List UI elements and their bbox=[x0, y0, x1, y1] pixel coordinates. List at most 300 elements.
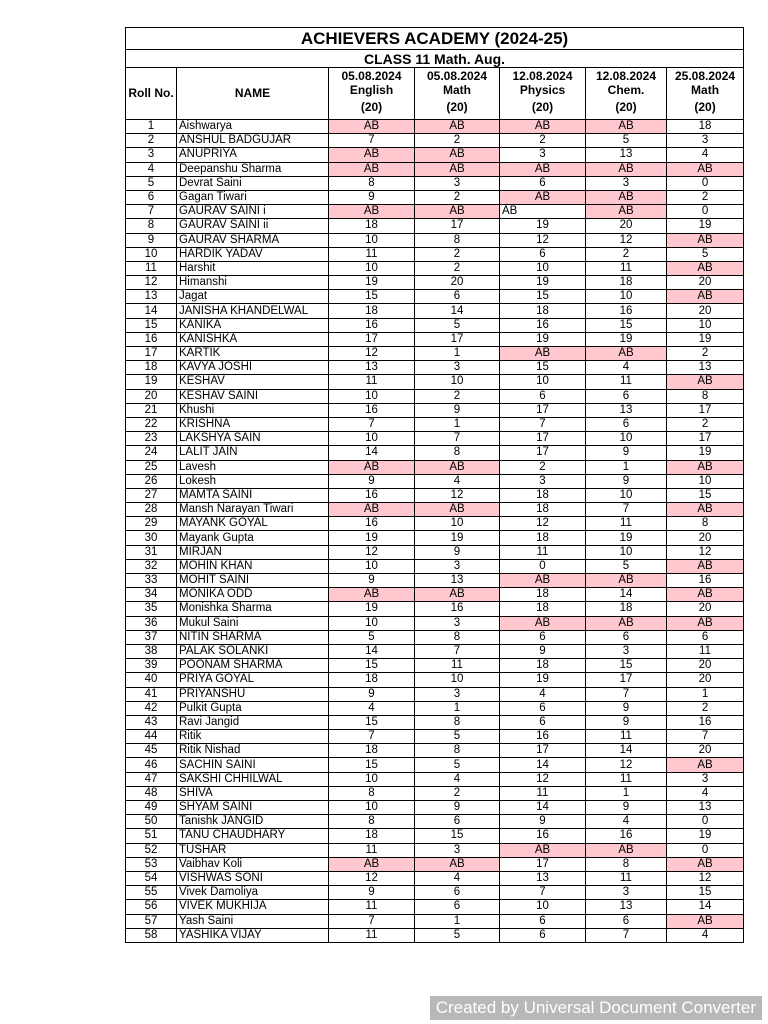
table-row bbox=[126, 673, 744, 687]
name-cell: Devrat Saini bbox=[177, 176, 329, 190]
score-cell: 12 bbox=[500, 233, 586, 247]
score-cell: 12 bbox=[667, 545, 744, 559]
table-row bbox=[126, 772, 744, 786]
score-cell: 7 bbox=[329, 730, 415, 744]
score-cell: 13 bbox=[667, 361, 744, 375]
table-row bbox=[126, 304, 744, 318]
score-cell: 20 bbox=[586, 219, 667, 233]
table-row bbox=[126, 205, 744, 219]
score-cell: 4 bbox=[415, 772, 500, 786]
score-cell: 8 bbox=[415, 630, 500, 644]
roll-cell: 3 bbox=[126, 148, 177, 162]
score-cell: 9 bbox=[415, 545, 500, 559]
score-cell: 10 bbox=[415, 673, 500, 687]
score-cell: 7 bbox=[586, 928, 667, 942]
score-cell: 8 bbox=[329, 815, 415, 829]
roll-cell: 58 bbox=[126, 928, 177, 942]
name-cell: Harshit bbox=[177, 261, 329, 275]
score-cell: AB bbox=[329, 588, 415, 602]
score-cell: 9 bbox=[329, 687, 415, 701]
score-cell: 16 bbox=[500, 829, 586, 843]
name-header: NAME bbox=[177, 68, 329, 120]
score-cell: AB bbox=[415, 162, 500, 176]
roll-cell: 7 bbox=[126, 205, 177, 219]
score-cell: AB bbox=[500, 347, 586, 361]
score-cell: 17 bbox=[500, 857, 586, 871]
score-cell: AB bbox=[500, 843, 586, 857]
roll-cell: 46 bbox=[126, 758, 177, 772]
name-cell: Ritik Nishad bbox=[177, 744, 329, 758]
score-cell: 11 bbox=[586, 772, 667, 786]
score-cell: 18 bbox=[329, 219, 415, 233]
table-row bbox=[126, 120, 744, 134]
score-cell: AB bbox=[415, 205, 500, 219]
name-cell: Gagan Tiwari bbox=[177, 190, 329, 204]
roll-cell: 23 bbox=[126, 432, 177, 446]
score-cell: 9 bbox=[500, 644, 586, 658]
score-cell: 20 bbox=[667, 744, 744, 758]
score-cell: AB bbox=[415, 588, 500, 602]
score-cell: 0 bbox=[667, 843, 744, 857]
test-header bbox=[586, 68, 667, 120]
table-row bbox=[126, 375, 744, 389]
roll-cell: 6 bbox=[126, 190, 177, 204]
score-cell: 16 bbox=[329, 318, 415, 332]
score-cell: 0 bbox=[667, 205, 744, 219]
score-cell: 12 bbox=[415, 488, 500, 502]
name-cell: Ritik bbox=[177, 730, 329, 744]
test-max-marks: (20) bbox=[694, 99, 716, 114]
score-cell: 19 bbox=[586, 531, 667, 545]
score-cell: 1 bbox=[667, 687, 744, 701]
score-cell: 12 bbox=[500, 517, 586, 531]
score-cell: AB bbox=[667, 588, 744, 602]
score-cell: 17 bbox=[667, 403, 744, 417]
score-cell: 3 bbox=[500, 148, 586, 162]
score-cell: 2 bbox=[667, 347, 744, 361]
name-cell: POONAM SHARMA bbox=[177, 659, 329, 673]
score-cell: 11 bbox=[667, 644, 744, 658]
score-cell: 1 bbox=[415, 417, 500, 431]
roll-cell: 49 bbox=[126, 801, 177, 815]
score-cell: 17 bbox=[500, 744, 586, 758]
roll-cell: 33 bbox=[126, 574, 177, 588]
score-cell: AB bbox=[415, 857, 500, 871]
table-row bbox=[126, 134, 744, 148]
name-cell: PRIYANSHU bbox=[177, 687, 329, 701]
score-cell: 14 bbox=[329, 446, 415, 460]
score-cell: AB bbox=[667, 914, 744, 928]
score-cell: AB bbox=[500, 205, 586, 219]
score-cell: 6 bbox=[500, 914, 586, 928]
score-cell: 19 bbox=[667, 829, 744, 843]
score-cell: 16 bbox=[667, 715, 744, 729]
table-row bbox=[126, 871, 744, 885]
score-cell: 18 bbox=[329, 304, 415, 318]
roll-cell: 38 bbox=[126, 644, 177, 658]
score-cell: 20 bbox=[667, 659, 744, 673]
score-cell: 4 bbox=[329, 701, 415, 715]
table-row bbox=[126, 928, 744, 942]
table-row bbox=[126, 843, 744, 857]
table-row bbox=[126, 417, 744, 431]
score-cell: 6 bbox=[667, 630, 744, 644]
score-cell: 17 bbox=[415, 332, 500, 346]
name-cell: ANSHUL BADGUJAR bbox=[177, 134, 329, 148]
score-cell: AB bbox=[329, 205, 415, 219]
name-cell: Himanshi bbox=[177, 276, 329, 290]
score-cell: 18 bbox=[586, 276, 667, 290]
roll-cell: 4 bbox=[126, 162, 177, 176]
score-cell: 2 bbox=[415, 389, 500, 403]
score-cell: AB bbox=[415, 120, 500, 134]
score-cell: 12 bbox=[329, 545, 415, 559]
score-cell: 16 bbox=[329, 403, 415, 417]
score-cell: 13 bbox=[329, 361, 415, 375]
table-row bbox=[126, 531, 744, 545]
roll-cell: 51 bbox=[126, 829, 177, 843]
roll-header: Roll No. bbox=[126, 68, 177, 120]
score-cell: 17 bbox=[500, 432, 586, 446]
score-cell: 19 bbox=[586, 332, 667, 346]
score-cell: 6 bbox=[586, 389, 667, 403]
score-cell: AB bbox=[667, 375, 744, 389]
score-cell: 1 bbox=[415, 347, 500, 361]
roll-cell: 31 bbox=[126, 545, 177, 559]
score-cell: AB bbox=[667, 460, 744, 474]
name-cell: YASHIKA VIJAY bbox=[177, 928, 329, 942]
name-cell: VISHWAS SONI bbox=[177, 871, 329, 885]
name-cell: HARDIK YADAV bbox=[177, 247, 329, 261]
test-subject: Chem. bbox=[607, 82, 645, 97]
name-cell: Tanishk JANGID bbox=[177, 815, 329, 829]
score-cell: 11 bbox=[415, 659, 500, 673]
score-cell: 4 bbox=[415, 871, 500, 885]
score-cell: 16 bbox=[329, 488, 415, 502]
table-row bbox=[126, 148, 744, 162]
score-cell: 20 bbox=[667, 304, 744, 318]
score-cell: 6 bbox=[500, 928, 586, 942]
subtitle-row bbox=[126, 50, 744, 68]
name-cell: GAURAV SAINI i bbox=[177, 205, 329, 219]
score-cell: 13 bbox=[586, 403, 667, 417]
score-cell: 5 bbox=[586, 134, 667, 148]
score-cell: 18 bbox=[500, 503, 586, 517]
score-cell: 19 bbox=[667, 446, 744, 460]
score-cell: 8 bbox=[415, 744, 500, 758]
test-date: 25.08.2024 bbox=[675, 68, 736, 83]
roll-cell: 10 bbox=[126, 247, 177, 261]
roll-cell: 35 bbox=[126, 602, 177, 616]
score-cell: 8 bbox=[329, 176, 415, 190]
score-cell: 7 bbox=[415, 644, 500, 658]
score-cell: 7 bbox=[329, 134, 415, 148]
score-cell: 3 bbox=[415, 687, 500, 701]
name-cell: Vivek Damoliya bbox=[177, 886, 329, 900]
name-cell: Khushi bbox=[177, 403, 329, 417]
score-cell: AB bbox=[586, 120, 667, 134]
score-cell: 9 bbox=[329, 474, 415, 488]
score-cell: 1 bbox=[415, 914, 500, 928]
score-cell: 6 bbox=[586, 914, 667, 928]
roll-cell: 32 bbox=[126, 559, 177, 573]
score-cell: 18 bbox=[500, 588, 586, 602]
score-cell: 19 bbox=[500, 673, 586, 687]
score-cell: 17 bbox=[500, 403, 586, 417]
name-cell: Deepanshu Sharma bbox=[177, 162, 329, 176]
score-cell: 6 bbox=[500, 715, 586, 729]
score-cell: 3 bbox=[500, 474, 586, 488]
score-cell: 11 bbox=[329, 928, 415, 942]
table-row bbox=[126, 247, 744, 261]
score-cell: 18 bbox=[667, 120, 744, 134]
score-cell: 10 bbox=[667, 474, 744, 488]
score-cell: 11 bbox=[329, 843, 415, 857]
table-row bbox=[126, 857, 744, 871]
table-row bbox=[126, 630, 744, 644]
score-cell: 1 bbox=[586, 786, 667, 800]
score-cell: 5 bbox=[586, 559, 667, 573]
score-cell: 13 bbox=[415, 574, 500, 588]
score-cell: 18 bbox=[500, 659, 586, 673]
score-cell: AB bbox=[667, 233, 744, 247]
table-row bbox=[126, 914, 744, 928]
roll-cell: 28 bbox=[126, 503, 177, 517]
score-cell: 12 bbox=[329, 871, 415, 885]
roll-cell: 25 bbox=[126, 460, 177, 474]
score-cell: AB bbox=[500, 190, 586, 204]
name-cell: Pulkit Gupta bbox=[177, 701, 329, 715]
score-cell: 15 bbox=[329, 715, 415, 729]
score-cell: 17 bbox=[586, 673, 667, 687]
table-row bbox=[126, 659, 744, 673]
name-cell: Mayank Gupta bbox=[177, 531, 329, 545]
score-cell: AB bbox=[586, 205, 667, 219]
table-row bbox=[126, 389, 744, 403]
score-cell: 13 bbox=[667, 801, 744, 815]
score-cell: 4 bbox=[667, 148, 744, 162]
table-row bbox=[126, 290, 744, 304]
score-cell: 11 bbox=[586, 517, 667, 531]
score-cell: 0 bbox=[500, 559, 586, 573]
score-cell: 10 bbox=[586, 545, 667, 559]
score-cell: 14 bbox=[667, 900, 744, 914]
score-cell: 5 bbox=[667, 247, 744, 261]
score-cell: 2 bbox=[415, 190, 500, 204]
title-row bbox=[126, 28, 744, 50]
score-cell: 9 bbox=[586, 446, 667, 460]
score-cell: AB bbox=[500, 162, 586, 176]
score-cell: 15 bbox=[667, 886, 744, 900]
score-cell: 12 bbox=[500, 772, 586, 786]
score-cell: 9 bbox=[415, 403, 500, 417]
score-cell: 2 bbox=[415, 134, 500, 148]
score-cell: AB bbox=[667, 758, 744, 772]
score-cell: 15 bbox=[586, 318, 667, 332]
score-cell: 14 bbox=[500, 801, 586, 815]
score-cell: 5 bbox=[415, 730, 500, 744]
score-cell: 5 bbox=[329, 630, 415, 644]
score-cell: 13 bbox=[586, 900, 667, 914]
table-row bbox=[126, 701, 744, 715]
name-cell: Jagat bbox=[177, 290, 329, 304]
header-row bbox=[126, 68, 744, 120]
score-cell: 15 bbox=[586, 659, 667, 673]
roll-cell: 54 bbox=[126, 871, 177, 885]
roll-cell: 20 bbox=[126, 389, 177, 403]
table-row bbox=[126, 233, 744, 247]
score-cell: 6 bbox=[415, 290, 500, 304]
score-cell: 10 bbox=[586, 290, 667, 304]
score-cell: AB bbox=[586, 616, 667, 630]
score-cell: AB bbox=[329, 460, 415, 474]
name-cell: MOHIN KHAN bbox=[177, 559, 329, 573]
score-cell: 9 bbox=[586, 474, 667, 488]
score-cell: 10 bbox=[329, 389, 415, 403]
name-cell: SACHIN SAINI bbox=[177, 758, 329, 772]
score-cell: AB bbox=[667, 503, 744, 517]
name-cell: NITIN SHARMA bbox=[177, 630, 329, 644]
name-cell: Lavesh bbox=[177, 460, 329, 474]
score-cell: 11 bbox=[500, 786, 586, 800]
score-cell: 10 bbox=[415, 375, 500, 389]
table-row bbox=[126, 545, 744, 559]
table-row bbox=[126, 176, 744, 190]
score-cell: 10 bbox=[329, 801, 415, 815]
table-row bbox=[126, 687, 744, 701]
table-row bbox=[126, 332, 744, 346]
score-cell: 8 bbox=[586, 857, 667, 871]
score-cell: 19 bbox=[329, 602, 415, 616]
score-cell: 10 bbox=[329, 616, 415, 630]
score-cell: 15 bbox=[329, 659, 415, 673]
score-cell: 20 bbox=[415, 276, 500, 290]
name-cell: KESHAV bbox=[177, 375, 329, 389]
table-row bbox=[126, 276, 744, 290]
score-cell: 7 bbox=[586, 687, 667, 701]
table-row bbox=[126, 616, 744, 630]
table-row bbox=[126, 574, 744, 588]
name-cell: PALAK SOLANKI bbox=[177, 644, 329, 658]
name-cell: Ravi Jangid bbox=[177, 715, 329, 729]
score-cell: 18 bbox=[500, 304, 586, 318]
score-cell: 15 bbox=[500, 290, 586, 304]
name-cell: LALIT JAIN bbox=[177, 446, 329, 460]
score-cell: 18 bbox=[500, 488, 586, 502]
score-cell: 14 bbox=[500, 758, 586, 772]
roll-cell: 37 bbox=[126, 630, 177, 644]
score-cell: 19 bbox=[667, 219, 744, 233]
score-cell: AB bbox=[329, 857, 415, 871]
roll-cell: 13 bbox=[126, 290, 177, 304]
test-subject: English bbox=[349, 82, 394, 97]
score-cell: 12 bbox=[667, 871, 744, 885]
score-cell: AB bbox=[586, 162, 667, 176]
table-row bbox=[126, 460, 744, 474]
score-cell: 4 bbox=[415, 474, 500, 488]
name-cell: MAMTA SAINI bbox=[177, 488, 329, 502]
score-cell: 19 bbox=[329, 531, 415, 545]
score-cell: 3 bbox=[586, 176, 667, 190]
test-date: 12.08.2024 bbox=[512, 68, 573, 83]
score-cell: 10 bbox=[329, 261, 415, 275]
test-subject: Physics bbox=[519, 82, 566, 97]
table-row bbox=[126, 503, 744, 517]
score-cell: 11 bbox=[329, 375, 415, 389]
score-cell: 7 bbox=[329, 417, 415, 431]
table-row bbox=[126, 602, 744, 616]
score-cell: 6 bbox=[586, 417, 667, 431]
score-cell: 4 bbox=[586, 361, 667, 375]
roll-cell: 50 bbox=[126, 815, 177, 829]
roll-cell: 11 bbox=[126, 261, 177, 275]
table-row bbox=[126, 318, 744, 332]
test-date: 05.08.2024 bbox=[341, 68, 402, 83]
table-row bbox=[126, 829, 744, 843]
score-cell: AB bbox=[586, 190, 667, 204]
table-row bbox=[126, 900, 744, 914]
score-cell: 6 bbox=[500, 389, 586, 403]
score-cell: 10 bbox=[500, 261, 586, 275]
score-cell: 7 bbox=[329, 914, 415, 928]
score-cell: AB bbox=[667, 290, 744, 304]
score-cell: AB bbox=[586, 347, 667, 361]
score-cell: 15 bbox=[329, 758, 415, 772]
score-cell: 6 bbox=[500, 701, 586, 715]
watermark: Created by Universal Document Converter bbox=[430, 996, 762, 1020]
score-cell: 9 bbox=[329, 574, 415, 588]
score-cell: 18 bbox=[586, 602, 667, 616]
table-row bbox=[126, 815, 744, 829]
name-cell: TUSHAR bbox=[177, 843, 329, 857]
score-cell: 9 bbox=[500, 815, 586, 829]
score-cell: 3 bbox=[415, 361, 500, 375]
roll-cell: 27 bbox=[126, 488, 177, 502]
score-cell: 2 bbox=[415, 261, 500, 275]
test-header bbox=[667, 68, 744, 120]
test-date: 05.08.2024 bbox=[426, 68, 488, 83]
name-cell: Monishka Sharma bbox=[177, 602, 329, 616]
sheet-subtitle: CLASS 11 Math. Aug. bbox=[126, 50, 744, 68]
score-cell: 2 bbox=[667, 190, 744, 204]
table-row bbox=[126, 801, 744, 815]
roll-cell: 44 bbox=[126, 730, 177, 744]
score-cell: AB bbox=[329, 120, 415, 134]
roll-cell: 53 bbox=[126, 857, 177, 871]
score-cell: AB bbox=[329, 148, 415, 162]
table-row bbox=[126, 730, 744, 744]
score-cell: AB bbox=[500, 120, 586, 134]
score-cell: AB bbox=[586, 843, 667, 857]
name-cell: KRISHNA bbox=[177, 417, 329, 431]
score-cell: 8 bbox=[667, 517, 744, 531]
score-cell: 10 bbox=[415, 517, 500, 531]
roll-cell: 30 bbox=[126, 531, 177, 545]
roll-cell: 42 bbox=[126, 701, 177, 715]
score-cell: 9 bbox=[586, 715, 667, 729]
score-cell: 8 bbox=[667, 389, 744, 403]
score-cell: 18 bbox=[500, 531, 586, 545]
roll-cell: 21 bbox=[126, 403, 177, 417]
score-cell: 7 bbox=[415, 432, 500, 446]
score-cell: 2 bbox=[667, 417, 744, 431]
score-cell: 4 bbox=[586, 815, 667, 829]
score-cell: 2 bbox=[500, 460, 586, 474]
roll-cell: 39 bbox=[126, 659, 177, 673]
roll-cell: 1 bbox=[126, 120, 177, 134]
score-cell: AB bbox=[667, 559, 744, 573]
table-row bbox=[126, 361, 744, 375]
